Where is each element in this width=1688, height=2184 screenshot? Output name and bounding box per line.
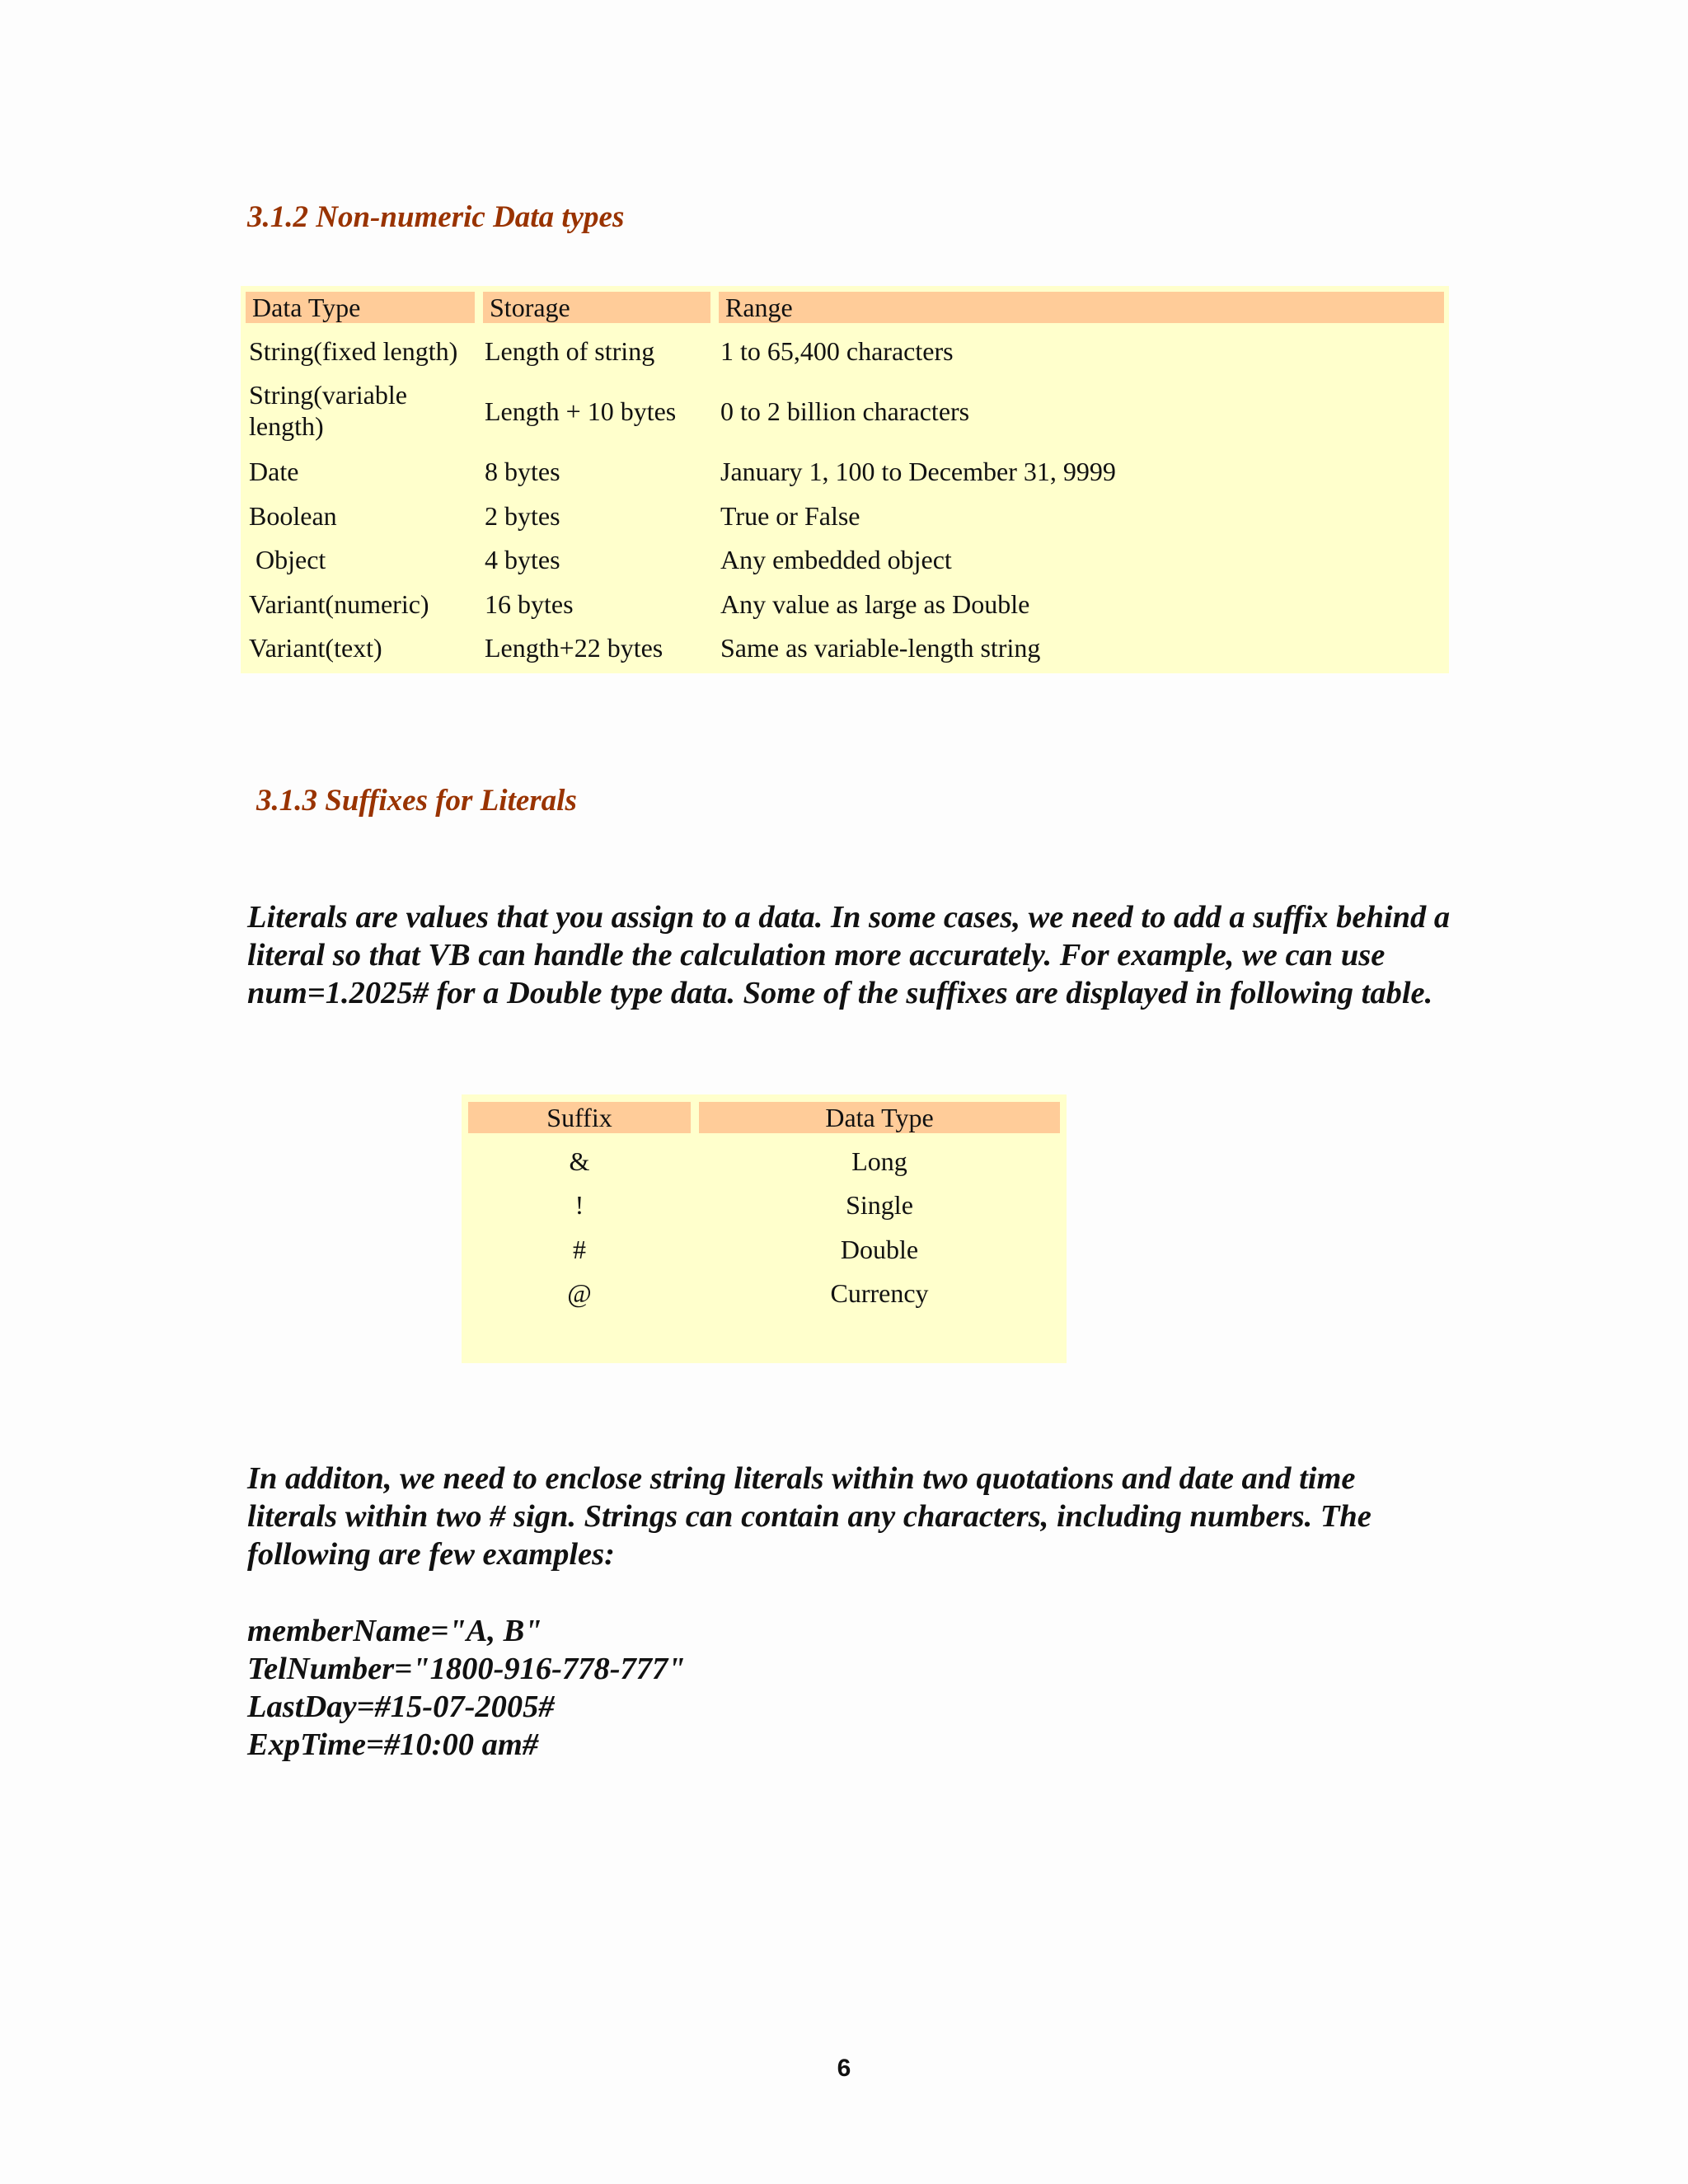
cell-range: True or False xyxy=(720,501,860,531)
cell-range: Any value as large as Double xyxy=(720,589,1030,619)
cell-data-type: Variant(text) xyxy=(249,633,382,663)
cell-data-type: Currency xyxy=(830,1278,929,1308)
column-header-data-type: Data Type xyxy=(699,1102,1060,1133)
cell-range: Any embedded object xyxy=(720,545,952,574)
cell-storage: 16 bytes xyxy=(485,589,574,619)
cell-data-type: String(variable length) xyxy=(249,380,407,441)
cell-storage: 4 bytes xyxy=(485,545,560,574)
cell-storage: Length + 10 bytes xyxy=(485,396,677,426)
example-exp-time: ExpTime=#10:00 am# xyxy=(247,1727,539,1762)
cell-data-type: Variant(numeric) xyxy=(249,589,429,619)
section-heading-suffixes-for-literals: 3.1.3 Suffixes for Literals xyxy=(256,784,577,818)
column-header-data-type: Data Type xyxy=(246,292,475,323)
table-row xyxy=(462,1146,1067,1177)
cell-suffix: @ xyxy=(567,1278,592,1308)
cell-data-type: Long xyxy=(851,1146,907,1176)
cell-range: Same as variable-length string xyxy=(720,633,1041,663)
table-row xyxy=(462,1277,1067,1309)
cell-data-type: String(fixed length) xyxy=(249,336,458,366)
cell-suffix: ! xyxy=(574,1190,584,1220)
string-literals-paragraph: In additon, we need to enclose string literals within two quotations and date and time literals within two # sign. Strings can contain any characters, including numbers. The following are few examples: xyxy=(247,1461,1372,1572)
cell-storage: Length+22 bytes xyxy=(485,633,663,663)
cell-data-type: Boolean xyxy=(249,501,337,531)
column-header-range: Range xyxy=(719,292,1444,323)
non-numeric-data-types-table xyxy=(241,286,1449,673)
example-member-name: memberName="A, B" xyxy=(247,1614,542,1648)
column-header-storage: Storage xyxy=(483,292,710,323)
cell-storage: 8 bytes xyxy=(485,457,560,486)
cell-range: 0 to 2 billion characters xyxy=(720,396,970,426)
example-tel-number: TelNumber="1800-916-778-777" xyxy=(247,1652,686,1686)
cell-suffix: & xyxy=(569,1146,590,1176)
example-last-day: LastDay=#15-07-2005# xyxy=(247,1690,555,1724)
page-number: 6 xyxy=(837,2055,851,2082)
cell-suffix: # xyxy=(573,1235,586,1264)
cell-storage: 2 bytes xyxy=(485,501,560,531)
suffixes-table xyxy=(462,1094,1067,1363)
cell-data-type: Object xyxy=(249,545,326,574)
cell-storage: Length of string xyxy=(485,336,655,366)
cell-range: 1 to 65,400 characters xyxy=(720,336,954,366)
table-row xyxy=(462,1234,1067,1265)
literal-examples xyxy=(247,1612,686,1764)
table-row xyxy=(462,1189,1067,1221)
literals-intro-paragraph: Literals are values that you assign to a data. In some cases, we need to add a suffix behind a literal so that VB can handle the calculation more accurately. For example, we can use num=1.2025# for a Double type data. Some of the suffixes are displayed in following table. xyxy=(247,900,1451,1010)
cell-range: January 1, 100 to December 31, 9999 xyxy=(720,457,1116,486)
section-heading-non-numeric-data-types: 3.1.2 Non-numeric Data types xyxy=(247,200,625,234)
column-header-suffix: Suffix xyxy=(468,1102,691,1133)
cell-data-type: Single xyxy=(846,1190,913,1220)
cell-data-type: Double xyxy=(840,1235,919,1264)
cell-data-type: Date xyxy=(249,457,299,486)
